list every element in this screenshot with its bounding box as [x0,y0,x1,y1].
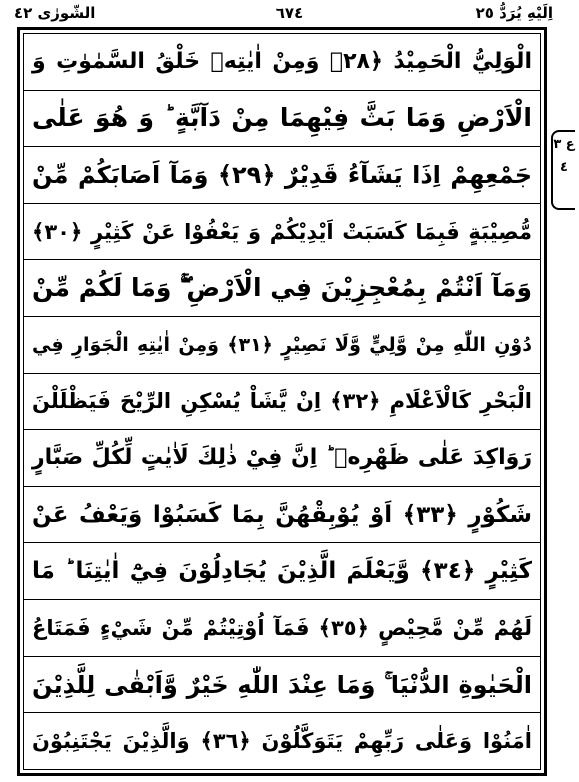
verse-line-2 [24,91,540,148]
verse-line-text: كَثِيْرٍ ﴿٣٤﴾ وَّيَعْلَمَ الَّذِيْنَ يُجَادِلُوْنَ فِيْٓ اٰيٰتِنَا ؕ مَا [32,558,532,585]
verse-line-6 [24,317,540,374]
verse-line-9 [24,487,540,544]
verse-line-3 [24,147,540,204]
page-header [0,0,579,26]
verse-line-11 [24,600,540,657]
verse-line-5 [24,260,540,317]
verse-line-text: جَمْعِهِمْ اِذَا يَشَآءُ قَدِيْرٌ ﴿٢٩﴾ وَمَآ اَصَابَكُمْ مِّنْ [32,161,532,190]
ruku-margin-mark [551,130,577,210]
verse-line-text: دُوْنِ اللّٰهِ مِنْ وَّلِيٍّ وَّلَا نَصِيْرٍ ﴿٣١﴾ وَمِنْ اٰيٰتِهِ الْجَوَارِ فِي [32,333,532,356]
verse-line-text: اٰمَنُوْا وَعَلٰى رَبِّهِمْ يَتَوَكَّلُوْنَ ﴿٣٦﴾ وَالَّذِيْنَ يَجْتَنِبُوْنَ [32,729,532,754]
surah-name: الشّورٰى ٤٢ [14,4,96,22]
verse-line-7 [24,374,540,431]
verse-line-13 [24,713,540,769]
ruku-sub-text: ٤ [560,160,568,175]
verse-line-12 [24,657,540,714]
juz-name: اِلَيْهِ يُرَدُّ ٢٥ [475,4,553,22]
verse-lines [24,34,540,769]
ruku-mark-text: ع ٣ [553,137,575,152]
verse-line-text: الْاَرْضِ وَمَا بَثَّ فِيْهِمَا مِنْ دَآبَّةٍ ؕ وَ هُوَ عَلٰى [32,103,532,133]
verse-line-text: رَوَاكِدَ عَلٰى ظَهْرِهٖ ؕ اِنَّ فِيْ ذٰلِكَ لَاٰيٰتٍ لِّكُلِّ صَبَّارٍ [32,445,532,471]
verse-line-text: وَمَآ اَنْتُمْ بِمُعْجِزِيْنَ فِي الْاَرْضِ ۚۖ وَمَا لَكُمْ مِّنْ [32,273,532,303]
verse-line-text: مُّصِيْبَةٍ فَبِمَا كَسَبَتْ اَيْدِيْكُمْ وَ يَعْفُوْا عَنْ كَثِيْرٍ ﴿٣٠﴾ [32,219,532,244]
page-frame-inner [23,33,541,770]
verse-line-10 [24,543,540,600]
verse-line-1 [24,34,540,91]
verse-line-8 [24,430,540,487]
page-frame [17,27,547,776]
page-number: ٦٧٤ [275,4,304,22]
verse-line-text: الْوَلِيُّ الْحَمِيْدُ ﴿٢٨﴾ وَمِنْ اٰيٰتِهٖ خَلْقُ السَّمٰوٰتِ وَ [32,48,532,74]
verse-line-4 [24,204,540,261]
verse-line-text: شَكُوْرٍ ﴿٣٣﴾ اَوْ يُوْبِقْهُنَّ بِمَا كَسَبُوْا وَيَعْفُ عَنْ [32,501,532,528]
verse-line-text: لَهُمْ مِّنْ مَّحِيْصٍ ﴿٣٥﴾ فَمَآ اُوْتِيْتُمْ مِّنْ شَيْءٍ فَمَتَاعُ [32,615,532,640]
verse-line-text: الْحَيٰوةِ الدُّنْيَا ۚ وَمَا عِنْدَ اللّٰهِ خَيْرٌ وَّاَبْقٰى لِلَّذِيْنَ [32,670,532,699]
verse-line-text: الْبَحْرِ كَالْاَعْلَامِ ﴿٣٢﴾ اِنْ يَّشَاْ يُسْكِنِ الرِّيْحَ فَيَظْلَلْنَ [32,389,532,414]
